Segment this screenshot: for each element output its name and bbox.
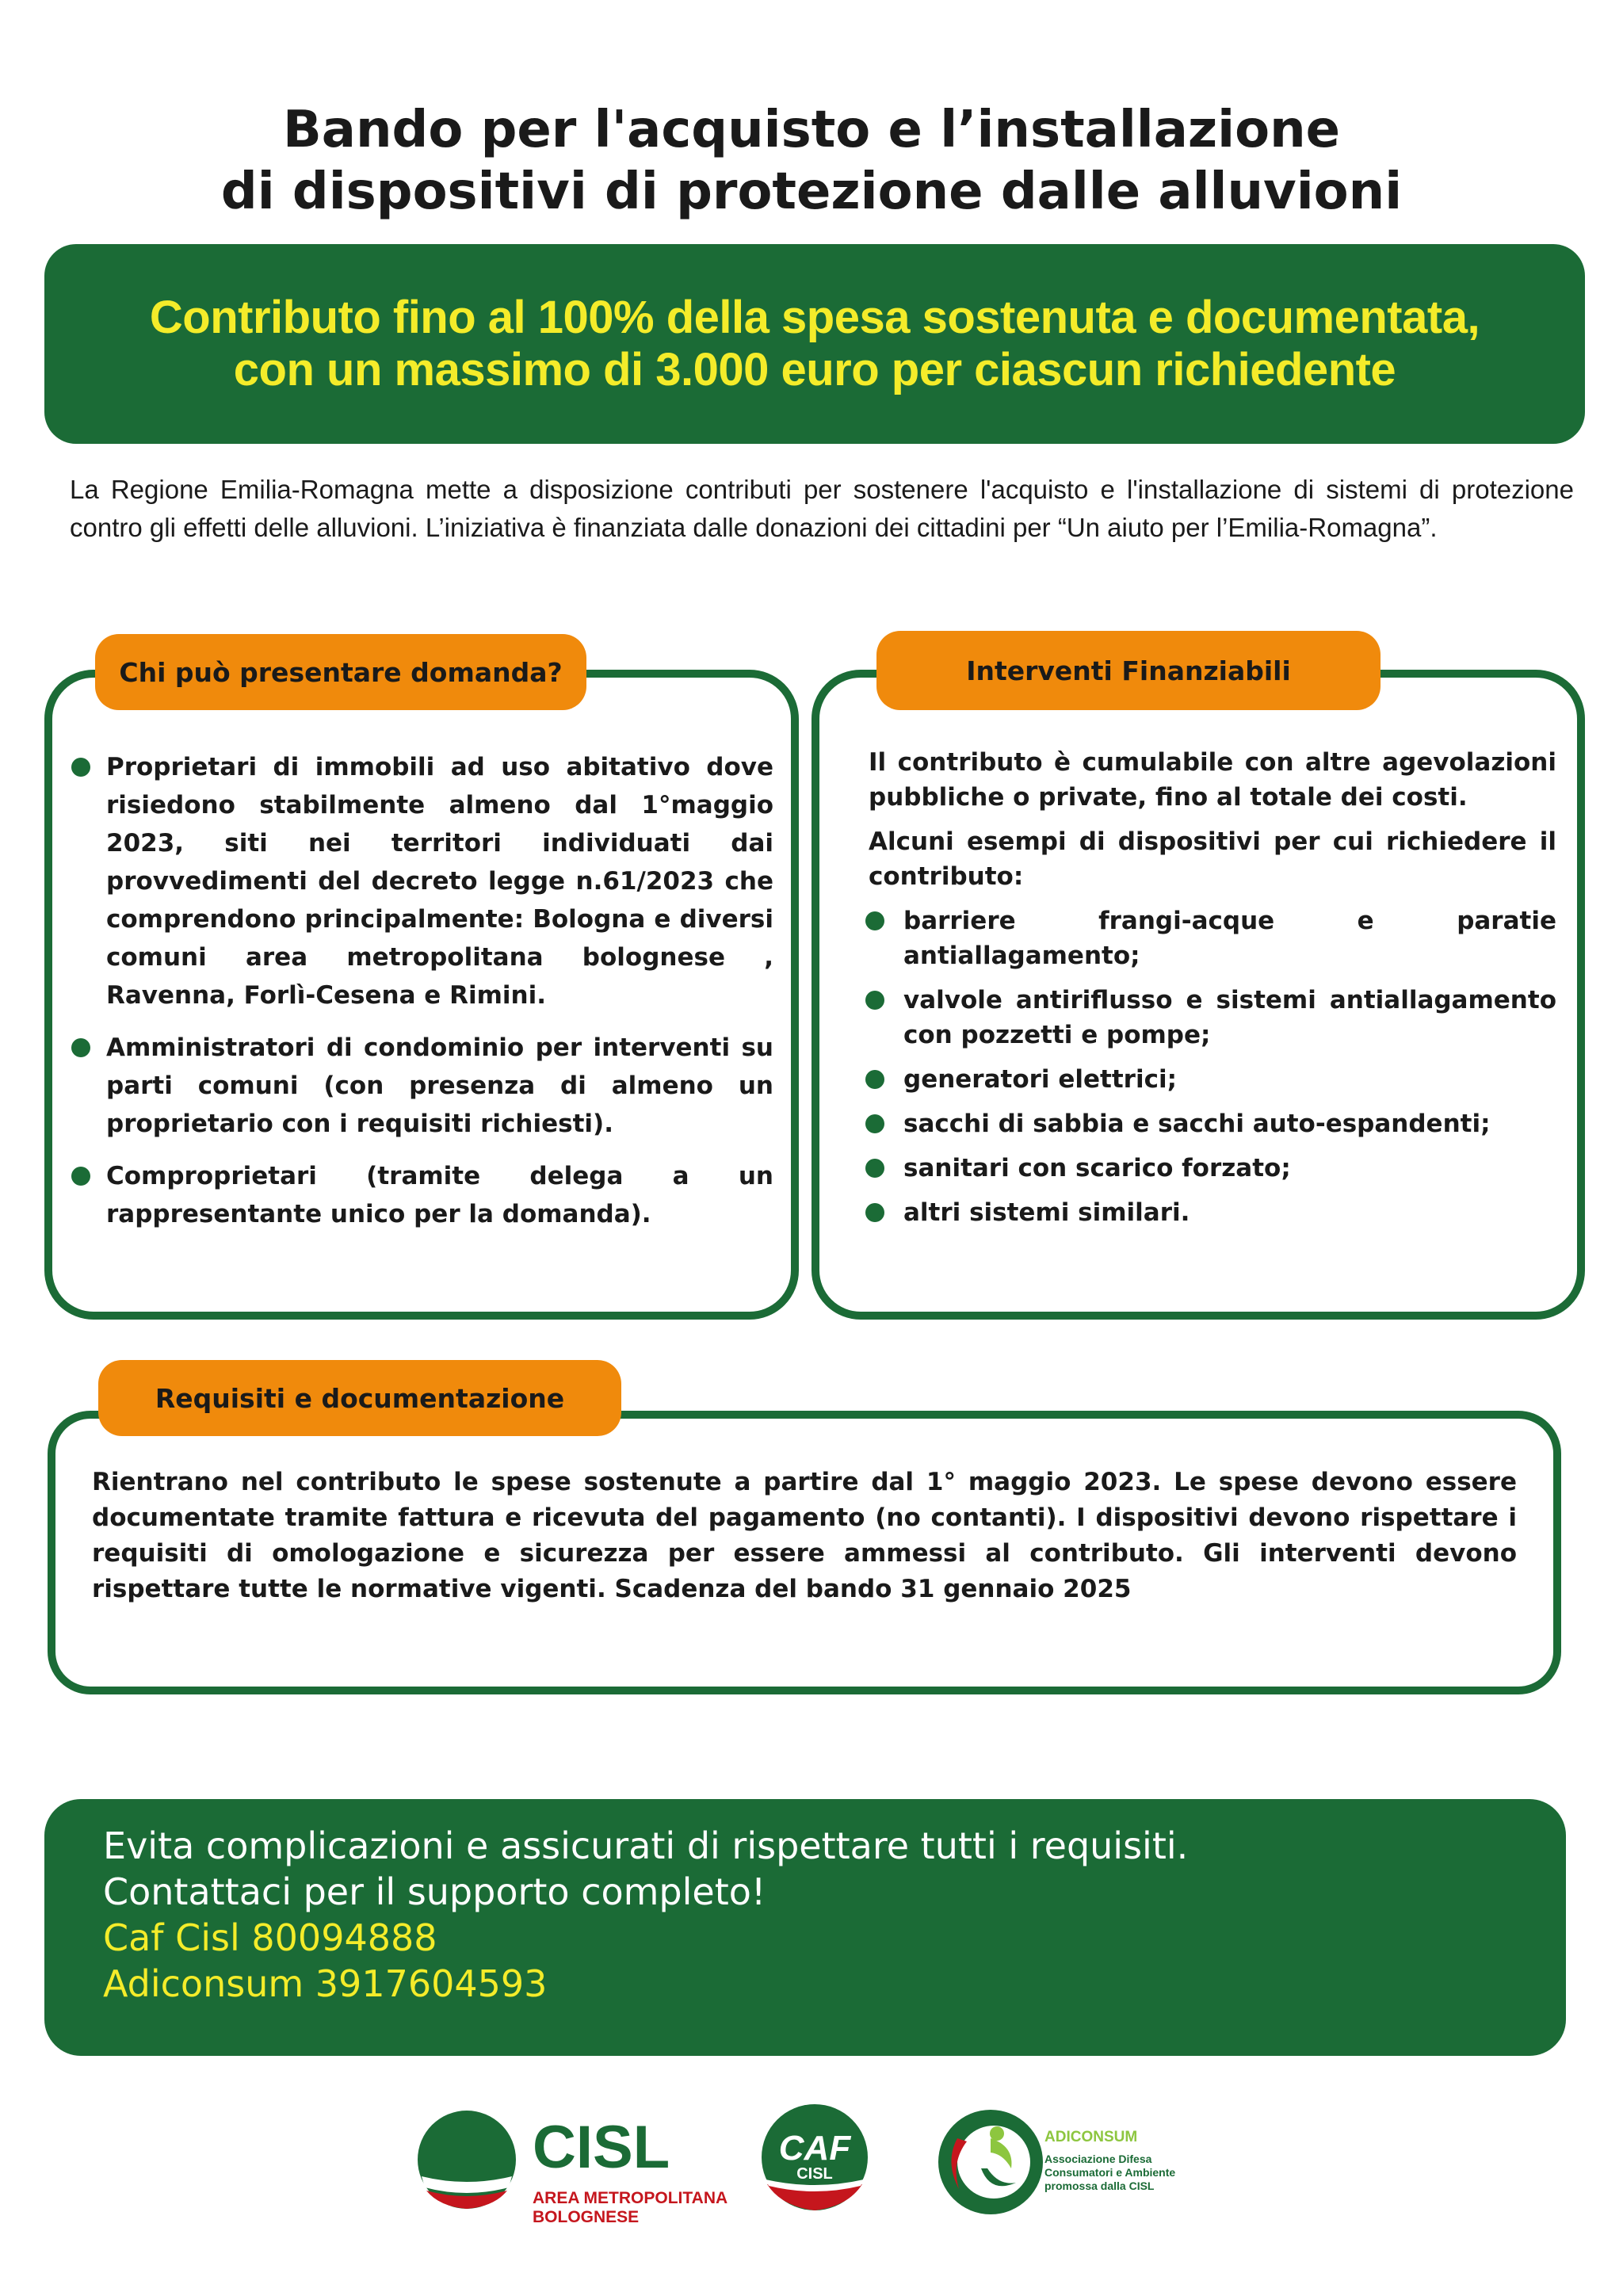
- adiconsum-subtitle-1: Associazione Difesa: [1044, 2153, 1152, 2165]
- banner-line-1: Contributo fino al 100% della spesa sostenuta e documentata,: [149, 292, 1480, 343]
- page-title-line-1: Bando per l'acquisto e l’installazione: [282, 101, 1341, 159]
- who-can-apply-heading: Chi può presentare domanda?: [95, 634, 586, 710]
- contact-line-2: Contattaci per il supporto completo!: [103, 1870, 766, 1913]
- interventions-paragraph-2: Alcuni esempi di dispositivi per cui richiedere il contributo:: [869, 827, 1556, 891]
- list-item: sanitari con scarico forzato;: [869, 1151, 1556, 1186]
- list-item: barriere frangi-acque e paratie antiallagamento;: [869, 904, 1556, 973]
- adiconsum-wordmark: ADICONSUM: [1044, 2129, 1138, 2145]
- list-item: Comproprietari (tramite delega a un rappresentante unico per la domanda).: [71, 1157, 773, 1233]
- banner-line-2: con un massimo di 3.000 euro per ciascun richiedente: [233, 344, 1396, 395]
- cisl-logo-icon: [415, 2108, 518, 2211]
- intro-paragraph: La Regione Emilia-Romagna mette a disposizione contributi per sostenere l'acquisto e l'installazione di sistemi di protezione contro gli effetti delle alluvioni. L’iniziativa è finanziata dalle donazioni dei cittadini per “Un aiuto per l’Emilia-Romagna”.: [70, 475, 1574, 542]
- cisl-subtitle-1: AREA METROPOLITANA: [533, 2189, 728, 2207]
- requirements-heading: Requisiti e documentazione: [98, 1360, 621, 1436]
- contact-text: [103, 1823, 1188, 2007]
- caf-wordmark: CAF: [778, 2129, 851, 2168]
- logos-row: [0, 2092, 1623, 2259]
- caf-cisl-logo: [759, 2102, 870, 2213]
- caf-cisl-phone[interactable]: Caf Cisl 80094888: [103, 1916, 437, 1959]
- list-item: generatori elettrici;: [869, 1062, 1556, 1097]
- list-item: valvole antiriflusso e sistemi antiallagamento con pozzetti e pompe;: [869, 983, 1556, 1052]
- page-title-line-2: di dispositivi di protezione dalle alluvioni: [220, 162, 1403, 221]
- adiconsum-logo-icon: [935, 2107, 1046, 2218]
- list-item: altri sistemi similari.: [869, 1195, 1556, 1230]
- adiconsum-subtitle-3: promossa dalla CISL: [1044, 2179, 1155, 2192]
- requirements-text: Rientrano nel contributo le spese sostenute a partire dal 1° maggio 2023. Le spese devono essere documentate tramite fattura e ricevuta del pagamento (no contanti). I dispositivi devono rispettare i requisiti di omologazione e sicurezza per essere ammessi al contributo. Gli interventi devono rispettare tutte le normative vigenti. Scadenza del bando 31 gennaio 2025: [92, 1468, 1517, 1603]
- caf-subtitle: CISL: [796, 2165, 833, 2183]
- list-item: Proprietari di immobili ad uso abitativo dove risiedono stabilmente almeno dal 1°maggio 2023, siti nei territori individuati dai provvedimenti del decreto legge n.61/2023 che comprendono principalmente: Bologna e diversi comuni area metropolitana bolognese , Ravenna, Forlì-Cesena e Rimini.: [71, 748, 773, 1014]
- list-item: Amministratori di condominio per interventi su parti comuni (con presenza di almeno un proprietario con i requisiti richiesti).: [71, 1029, 773, 1143]
- interventions-heading: Interventi Finanziabili: [876, 631, 1381, 710]
- interventions-paragraph-1: Il contributo è cumulabile con altre agevolazioni pubbliche o private, fino al totale dei costi.: [869, 748, 1556, 812]
- list-item: sacchi di sabbia e sacchi auto-espandenti;: [869, 1106, 1556, 1141]
- contact-line-1: Evita complicazioni e assicurati di rispettare tutti i requisiti.: [103, 1824, 1189, 1867]
- adiconsum-phone[interactable]: Adiconsum 3917604593: [103, 1962, 548, 2005]
- contribution-banner: [44, 244, 1585, 444]
- page-title: [0, 99, 1623, 223]
- cisl-subtitle-2: BOLOGNESE: [533, 2208, 640, 2226]
- who-can-apply-list: [71, 748, 773, 1247]
- interventions-list: [869, 904, 1556, 1230]
- adiconsum-subtitle-2: Consumatori e Ambiente: [1044, 2166, 1176, 2179]
- cisl-wordmark: CISL: [533, 2114, 670, 2181]
- interventions-content: [869, 745, 1556, 1240]
